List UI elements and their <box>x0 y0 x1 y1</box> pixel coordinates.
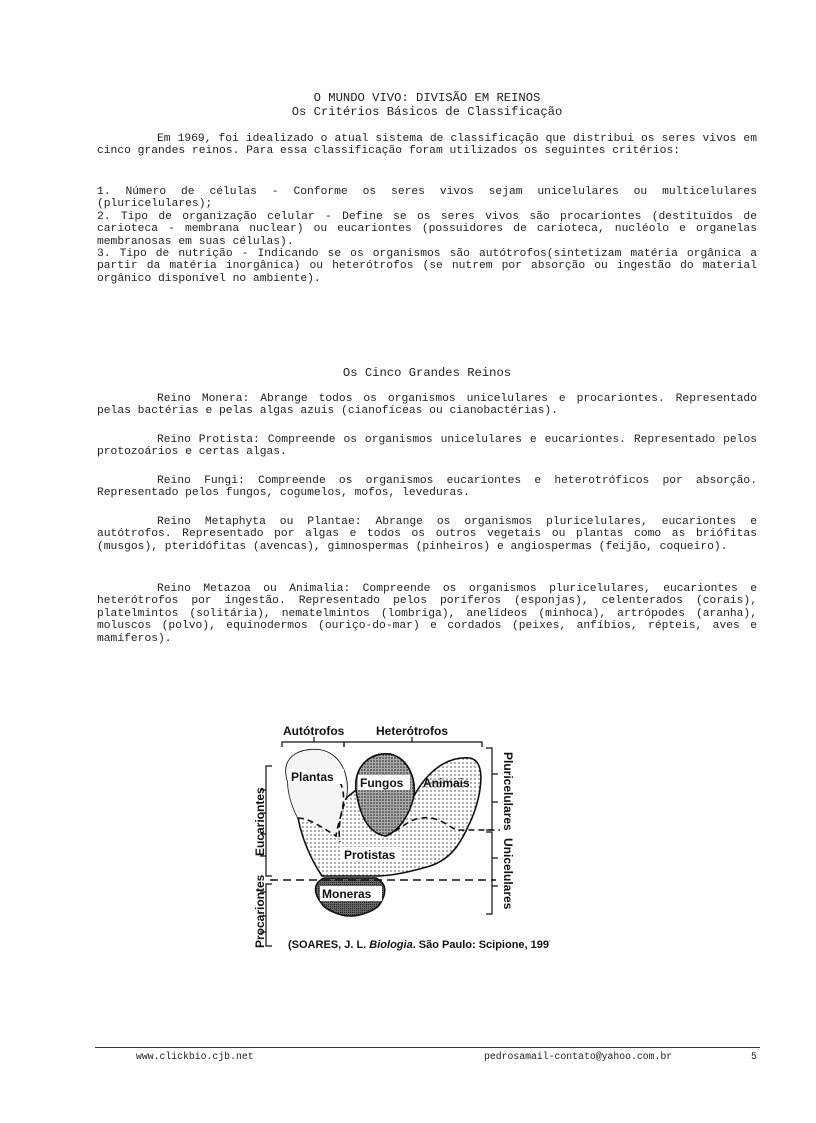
footer-divider <box>95 1047 760 1048</box>
criteria-item: 3. Tipo de nutrição - Indicando se os organismos são autótrofos(sintetizam matéria orgânica a partir da matéria inorgânica) ou heterótrofos (se nutrem por absorção ou ingestão do material orgânico disponível no ambiente). <box>97 248 757 285</box>
label-autotrofos: Autótrofos <box>283 724 345 738</box>
label-protistas: Protistas <box>344 848 396 862</box>
intro-paragraph: Em 1969, foi idealizado o atual sistema de classificação que distribui os seres vivos em cinco grandes reinos. Para essa classificação foram utilizados os seguintes critérios: <box>97 133 757 158</box>
label-heterotrofos: Heterótrofos <box>376 724 449 738</box>
page-title: O MUNDO VIVO: DIVISÃO EM REINOS <box>313 91 541 105</box>
figure-caption: (SOARES, J. L. Biologia. São Paulo: Scipione, 1997.) <box>288 939 550 951</box>
label-fungos: Fungos <box>360 776 404 790</box>
footer-email: pedrosamail-contato@yahoo.com.br <box>484 1051 673 1062</box>
kingdom-monera-paragraph: Reino Monera: Abrange todos os organismos unicelulares e procariontes. Representado pelas bactérias e pelas algas azuis (cianofíceas ou cianobactérias). <box>97 393 757 418</box>
criteria-item: 2. Tipo de organização celular - Define se os seres vivos são procariontes (destituídos de carioteca - membrana nuclear) ou eucariontes (possuidores de carioteca, nucléolo e organelas membranosas em suas células). <box>97 210 757 248</box>
bracket-pluricelulares <box>486 748 498 830</box>
label-procariontes: Procariontes <box>253 874 267 948</box>
kingdom-fungi-paragraph: Reino Fungi: Compreende os organismos eucariontes e heterotróficos por absorção. Representado pelos fungos, cogumelos, mofos, leveduras. <box>97 475 757 500</box>
plantas-region <box>286 750 347 836</box>
criteria-list <box>97 186 757 285</box>
page-number: 5 <box>751 1051 757 1062</box>
criteria-item: 1. Número de células - Conforme os seres vivos sejam unicelulares ou multicelulares (pluricelulares); <box>97 186 757 211</box>
bracket-heterotrofos <box>344 737 482 747</box>
kingdom-protista-paragraph: Reino Protista: Compreende os organismos unicelulares e eucariontes. Representado pelos protozoários e certas algas. <box>97 434 757 459</box>
footer-website: www.clickbio.cjb.net <box>136 1051 254 1062</box>
label-animais: Animais <box>423 776 470 790</box>
label-plantas: Plantas <box>291 770 334 784</box>
kingdoms-heading: Os Cinco Grandes Reinos <box>342 366 512 380</box>
kingdom-plantae-paragraph: Reino Metaphyta ou Plantae: Abrange os organismos pluricelulares, eucariontes e autótrofos. Representado por algas e todos os outros vegetais ou plantas como as briófitas (musgos), pteridófitas (avencas), gimnospermas (pinheiros) e angiospermas (feijão, coqueiro). <box>97 516 757 553</box>
label-eucariontes: Eucariontes <box>253 787 267 856</box>
bracket-autotrofos <box>282 737 344 747</box>
five-kingdoms-diagram <box>250 718 550 963</box>
page-subtitle: Os Critérios Básicos de Classificação <box>291 105 563 119</box>
label-unicelulares: Unicelulares <box>501 838 515 910</box>
label-pluricelulares: Pluricelulares <box>501 752 515 831</box>
label-moneras: Moneras <box>322 887 372 901</box>
kingdom-animalia-paragraph: Reino Metazoa ou Animalia: Compreende os organismos pluricelulares, eucariontes e heterótrofos por ingestão. Representado pelos poríferos (esponjas), celenterados (corais), platelmintos (solitária), nematelmintos (lombriga), anelídeos (minhoca), artrópodes (aranha), moluscos (polvo), equinodermos (ouriço-do-mar) e cordados (peixes, anfíbios, répteis, aves e mamíferos). <box>97 583 757 645</box>
bracket-unicelulares <box>486 832 498 914</box>
